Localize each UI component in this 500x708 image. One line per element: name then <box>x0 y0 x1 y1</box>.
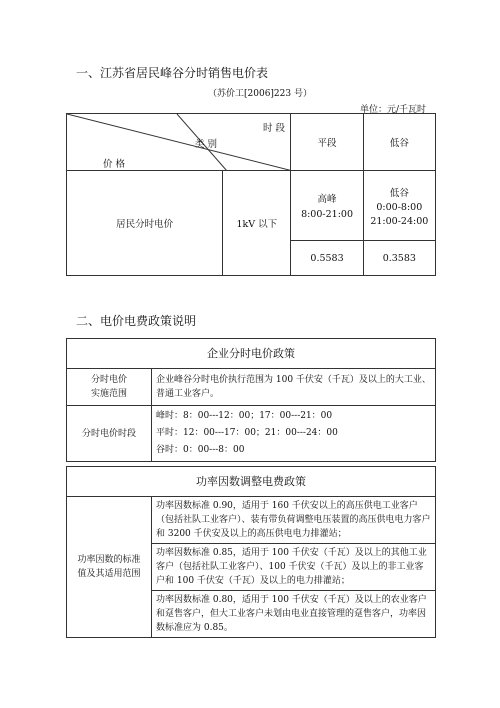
diagonal-header-cell <box>67 114 291 171</box>
valley-time-1: 0:00-8:00 <box>376 201 423 213</box>
policy2-heading: 功率因数调整电费政策 <box>67 467 436 497</box>
valley-period-cell <box>363 171 435 241</box>
section2-title: 二、电价电费政策说明 <box>76 314 197 328</box>
diagonal-lines <box>67 114 293 171</box>
peak-label: 高峰 <box>317 194 337 205</box>
price-flat: 0.5583 <box>291 241 363 276</box>
standard-080: 功率因数标准 0.80，适用于 100 千伏安（千瓦）及以上的农业客户和趸售客户，但大工业客户未划由电业直接管理的趸售客户，功率因数标准应为 0.85。 <box>152 591 436 638</box>
policy1-heading: 企业分时电价政策 <box>67 339 436 369</box>
enterprise-tou-policy-table <box>66 338 436 462</box>
power-factor-policy-table <box>66 466 436 638</box>
section1-title: 一、江苏省居民峰谷分时销售电价表 <box>76 66 269 80</box>
flat-hours: 平时：12：00---17：00；21：00---24：00 <box>156 428 338 438</box>
tou-price-table <box>66 113 436 276</box>
standard-090: 功率因数标准 0.90，适用于 160 千伏安以上的高压供电工业客户（包括社队工业客户）、装有带负荷调整电压装置的高压供电电力客户和 3200 千伏安及以上的高压供电电力排灌站； <box>152 497 436 544</box>
period-label: 分时电价时段 <box>67 406 152 462</box>
standard-085: 功率因数标准 0.85，适用于 100 千伏安（千瓦）及以上的其他工业客户（包括社队工业客户）、100 千伏安（千瓦）及以上的非工业客户和 100 千伏安（千瓦）及以上的电力排灌站； <box>152 544 436 591</box>
power-factor-label-line1: 功率因数的标准 <box>77 555 141 565</box>
corner-label-period: 时 段 <box>263 123 286 134</box>
peak-time: 8:00-21:00 <box>301 209 353 220</box>
valley-label: 低谷 <box>389 187 409 199</box>
scope-label-line1: 分时电价 <box>90 375 127 385</box>
corner-label-category: 类 别 <box>195 139 218 150</box>
peak-period-cell <box>291 171 363 241</box>
col-header-valley: 低谷 <box>363 114 435 171</box>
valley-time-2: 21:00-24:00 <box>370 215 429 227</box>
scope-text: 企业峰谷分时电价执行范围为 100 千伏安（千瓦）及以上的大工业、普通工业客户。 <box>152 369 436 406</box>
corner-label-price: 价 格 <box>103 159 126 170</box>
unit-label: 单位：元/千瓦时 <box>360 105 427 115</box>
period-details <box>152 406 436 462</box>
scope-label <box>67 369 152 406</box>
col-header-flat: 平段 <box>291 114 363 171</box>
power-factor-label <box>67 497 152 638</box>
document-reference: （苏价工[2006]223 号） <box>208 89 312 99</box>
valley-hours: 谷时：0：00---8：00 <box>156 445 245 455</box>
power-factor-label-line2: 值及其适用范围 <box>77 569 141 579</box>
price-valley: 0.3583 <box>363 241 435 276</box>
peak-hours: 峰时：8：00---12：00；17：00---21：00 <box>156 411 333 421</box>
voltage-level: 1kV 以下 <box>223 171 291 276</box>
row-label-residential: 居民分时电价 <box>67 171 223 276</box>
scope-label-line2: 实施范围 <box>90 389 127 399</box>
